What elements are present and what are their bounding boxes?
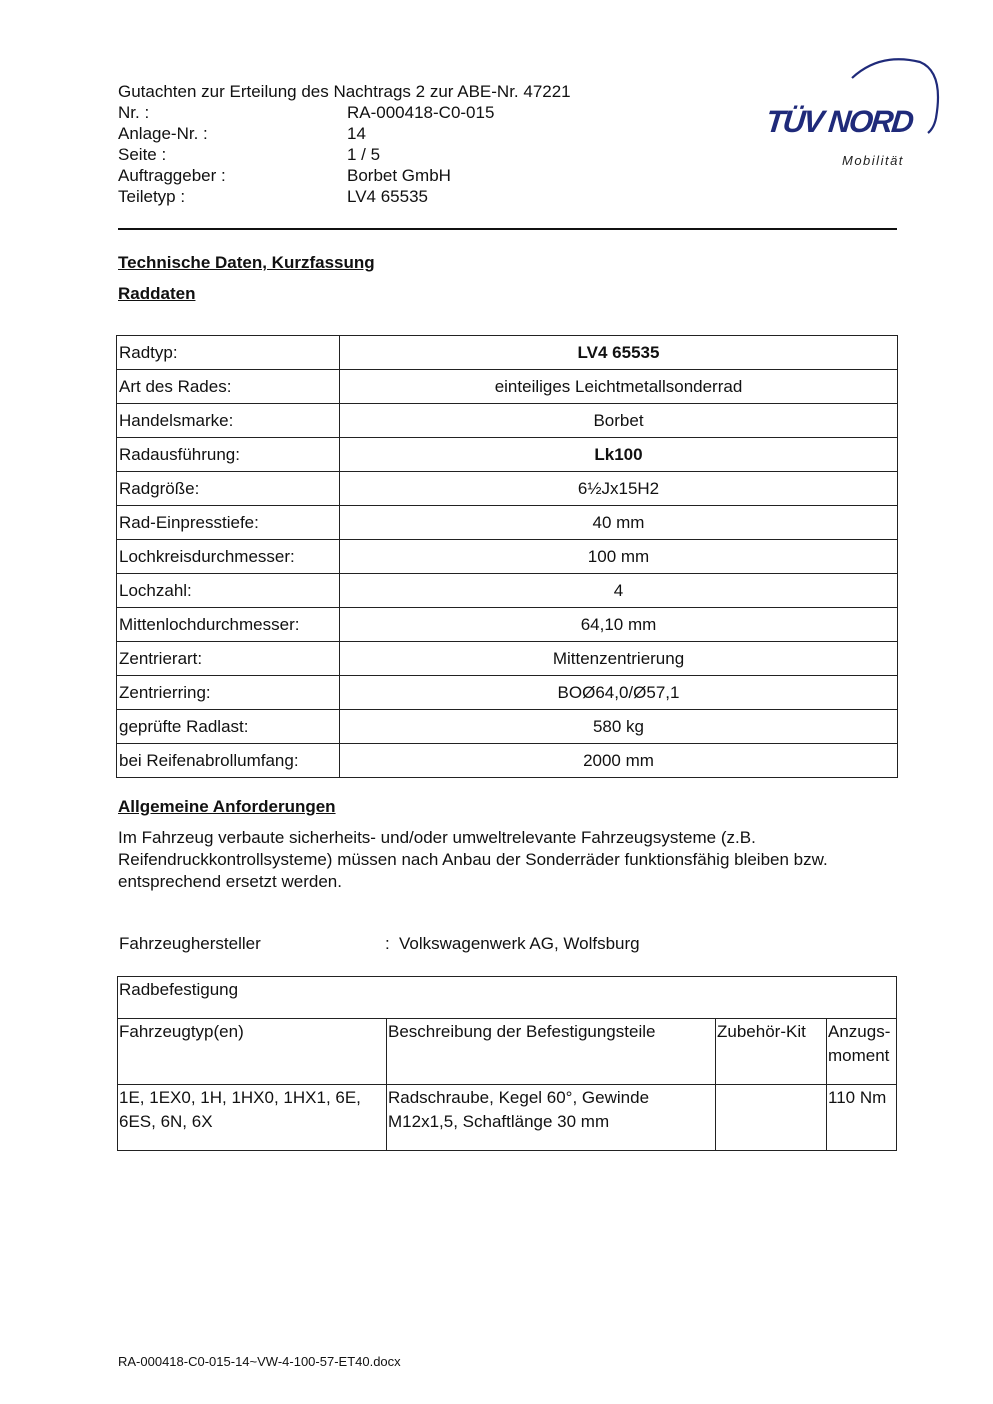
header-torque (827, 1019, 897, 1085)
row-key: bei Reifenabrollumfang: (117, 744, 340, 778)
cell-torque: 110 Nm (827, 1085, 897, 1151)
row-value: 4 (340, 574, 898, 608)
row-value: 580 kg (340, 710, 898, 744)
meta-row-nr (118, 102, 618, 123)
table-row (117, 744, 898, 778)
row-key: Art des Rades: (117, 370, 340, 404)
row-value: einteiliges Leichtmetallsonderrad (340, 370, 898, 404)
row-value: Mittenzentrierung (340, 642, 898, 676)
table-row (117, 370, 898, 404)
table-row (117, 574, 898, 608)
meta-value: RA-000418-C0-015 (347, 103, 495, 122)
header-torque-line-2: moment (828, 1046, 890, 1065)
header-description: Beschreibung der Befestigungsteile (387, 1019, 716, 1085)
row-key: Radausführung: (117, 438, 340, 472)
row-key: Handelsmarke: (117, 404, 340, 438)
section-raddaten: Raddaten (118, 284, 196, 303)
cell-description (387, 1085, 716, 1151)
row-value: 40 mm (340, 506, 898, 540)
fixing-title: Radbefestigung (118, 977, 897, 1019)
requirements-line-3: entsprechend ersetzt werden. (118, 872, 342, 891)
table-row (118, 977, 897, 1019)
row-key: Radgröße: (117, 472, 340, 506)
row-value: 100 mm (340, 540, 898, 574)
logo-brand: TÜV NORD (764, 104, 914, 139)
requirements-line-1: Im Fahrzeug verbaute sicherheits- und/oder umweltrelevante Fahrzeugsysteme (z.B. (118, 828, 756, 847)
row-value: LV4 65535 (340, 336, 898, 370)
header-divider (118, 228, 897, 230)
meta-value: 14 (347, 124, 366, 143)
meta-key: Anlage-Nr. : (118, 124, 208, 143)
requirements-line-2: Reifendruckkontrollsysteme) müssen nach Anbau der Sonderräder funktionsfähig bleiben bzw. (118, 850, 828, 869)
row-key: Zentrierring: (117, 676, 340, 710)
wheel-fixing-table (117, 976, 897, 1151)
row-key: Lochzahl: (117, 574, 340, 608)
table-row (118, 1085, 897, 1151)
header-types: Fahrzeugtyp(en) (118, 1019, 387, 1085)
row-key: Zentrierart: (117, 642, 340, 676)
meta-key: Nr. : (118, 103, 150, 122)
section-anforderungen: Allgemeine Anforderungen (118, 797, 336, 816)
table-row (117, 472, 898, 506)
meta-row-auftraggeber (118, 165, 618, 186)
meta-row-seite (118, 144, 618, 165)
table-header-row (118, 1019, 897, 1085)
row-value: 64,10 mm (340, 608, 898, 642)
header-kit: Zubehör-Kit (716, 1019, 827, 1085)
tuev-nord-logo (760, 58, 945, 173)
row-value: Borbet (340, 404, 898, 438)
meta-row-teiletyp (118, 186, 618, 207)
meta-row-anlage (118, 123, 618, 144)
table-row (117, 404, 898, 438)
row-key: Rad-Einpresstiefe: (117, 506, 340, 540)
manufacturer-label: Fahrzeughersteller (119, 934, 261, 953)
document-title: Gutachten zur Erteilung des Nachtrags 2 zur ABE-Nr. 47221 (118, 82, 571, 101)
meta-key: Auftraggeber : (118, 166, 226, 185)
meta-key: Teiletyp : (118, 187, 186, 206)
header-torque-line-1: Anzugs- (828, 1022, 891, 1041)
table-row (117, 336, 898, 370)
meta-value: LV4 65535 (347, 187, 428, 206)
cell-types-line-1: 1E, 1EX0, 1H, 1HX0, 1HX1, 6E, (119, 1088, 361, 1107)
cell-types-line-2: 6ES, 6N, 6X (119, 1112, 213, 1131)
row-key: Radtyp: (117, 336, 340, 370)
section-title: Technische Daten, Kurzfassung (118, 253, 375, 272)
cell-description-line-2: M12x1,5, Schaftlänge 30 mm (388, 1112, 610, 1131)
table-row (117, 710, 898, 744)
row-value: 6½Jx15H2 (340, 472, 898, 506)
wheel-data-table (116, 335, 898, 778)
meta-key: Seite : (118, 145, 167, 164)
footer-filename: RA-000418-C0-015-14~VW-4-100-57-ET40.docx (118, 1354, 401, 1369)
cell-types (118, 1085, 387, 1151)
table-row (117, 506, 898, 540)
table-row (117, 642, 898, 676)
cell-kit (716, 1085, 827, 1151)
table-row (117, 608, 898, 642)
table-row (117, 438, 898, 472)
cell-description-line-1: Radschraube, Kegel 60°, Gewinde (388, 1088, 650, 1107)
row-key: geprüfte Radlast: (117, 710, 340, 744)
meta-value: 1 / 5 (347, 145, 381, 164)
logo-subtitle: Mobilität (842, 153, 904, 168)
row-value: Lk100 (340, 438, 898, 472)
table-row (117, 540, 898, 574)
row-value: 2000 mm (340, 744, 898, 778)
table-row (117, 676, 898, 710)
manufacturer-separator: : (385, 934, 390, 953)
row-key: Mittenlochdurchmesser: (117, 608, 340, 642)
meta-value: Borbet GmbH (347, 166, 451, 185)
manufacturer-value: Volkswagenwerk AG, Wolfsburg (399, 934, 640, 953)
row-key: Lochkreisdurchmesser: (117, 540, 340, 574)
row-value: BOØ64,0/Ø57,1 (340, 676, 898, 710)
